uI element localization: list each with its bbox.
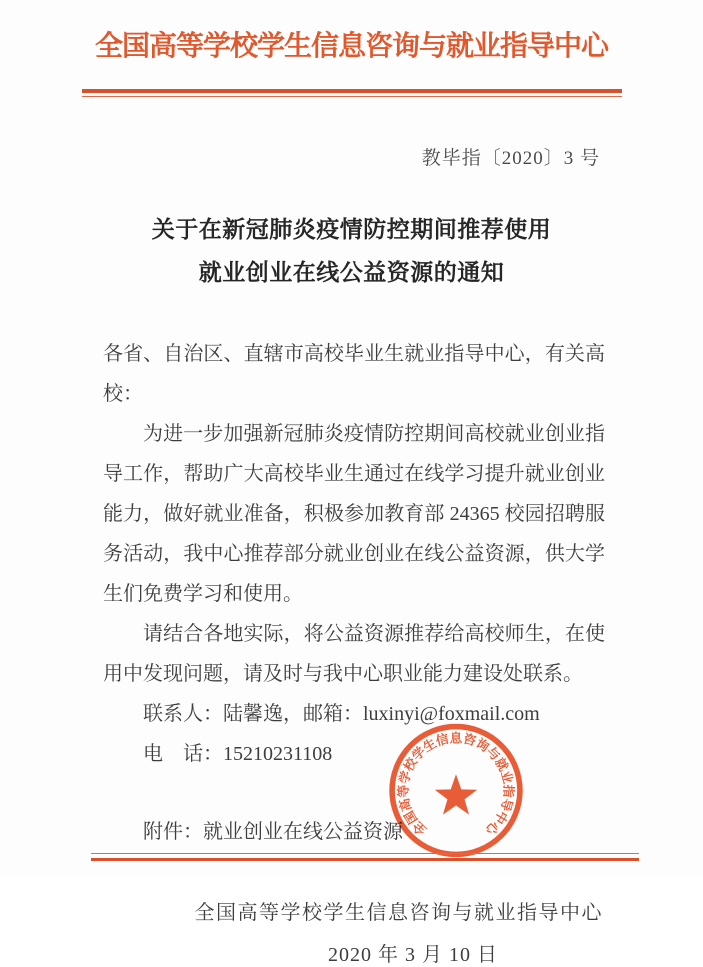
salutation-line: 各省、自治区、直辖市高校毕业生就业指导中心，有关高校： xyxy=(103,343,605,405)
seal-text: 全国高等学校学生信息咨询与就业指导中心 xyxy=(396,731,516,838)
notice-title-line2: 就业创业在线公益资源的通知 xyxy=(198,260,505,285)
header-rule-thin-line xyxy=(82,96,622,97)
document-body xyxy=(0,334,703,852)
contact-phone-line: 电 话：15210231108 xyxy=(143,743,333,765)
letterhead-org-name: 全国高等学校学生信息咨询与就业指导中心 xyxy=(94,31,608,62)
signature-date: 2020 年 3 月 10 日 xyxy=(328,944,498,966)
document-number: 教毕指〔2020〕3 号 xyxy=(421,148,600,169)
notice-title xyxy=(0,208,703,294)
footer-rule-thick-line xyxy=(91,858,639,861)
contact-person-line: 联系人：陆馨逸，邮箱：luxinyi@foxmail.com xyxy=(143,703,540,725)
attachment-line: 附件：就业创业在线公益资源 xyxy=(143,821,403,843)
footer-double-rule xyxy=(91,853,639,861)
body-paragraph-1: 为进一步加强新冠肺炎疫情防控期间高校就业创业指导工作，帮助广大高校毕业生通过在线学习提升就业创业能力，做好就业准备，积极参加教育部 24365 校园招聘服务活动，我中心推荐部分就业创业在线公益资源，供大学生们免费学习和使用。 xyxy=(103,423,605,605)
notice-title-line1: 关于在新冠肺炎疫情防控期间推荐使用 xyxy=(151,217,552,242)
footer-rule-thin-line xyxy=(91,853,639,854)
header-double-rule xyxy=(82,89,622,97)
header-rule-thick-line xyxy=(82,89,622,93)
body-paragraph-2: 请结合各地实际，将公益资源推荐给高校师生，在使用中发现问题，请及时与我中心职业能力建设处联系。 xyxy=(103,623,605,685)
signature-org-name: 全国高等学校学生信息咨询与就业指导中心 xyxy=(194,902,603,924)
